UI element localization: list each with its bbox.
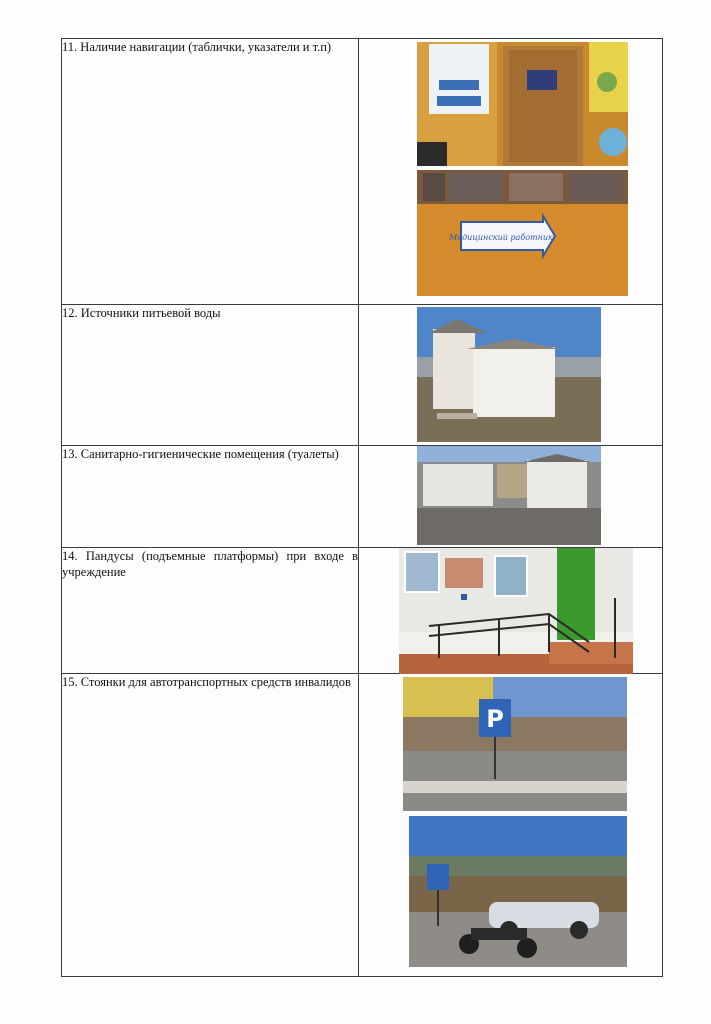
- accessibility-table: [61, 38, 663, 977]
- parking-sign-letter: P: [486, 705, 504, 733]
- photo-water-source: [417, 307, 601, 442]
- photo-cell: [359, 39, 663, 305]
- row-label: 12. Источники питьевой воды: [62, 305, 359, 446]
- row-label: 15. Стоянки для автотранспортных средств инвалидов: [62, 674, 359, 977]
- photo-cell: [359, 674, 663, 977]
- photo-toilets: [417, 446, 601, 545]
- photo-ramp: [399, 548, 633, 674]
- row-label: 13. Санитарно-гигиенические помещения (туалеты): [62, 446, 359, 548]
- row-label: 14. Пандусы (подъемные платформы) при входе в учреждение: [62, 548, 359, 674]
- photo-cell: [359, 446, 663, 548]
- photo-navigation-sign: [417, 170, 628, 296]
- table-row: [62, 39, 663, 305]
- navigation-sign-text: Медицинский работник: [449, 233, 553, 242]
- table-row: [62, 548, 663, 674]
- photo-navigation-door: [417, 42, 628, 166]
- row-label: 11. Наличие навигации (таблички, указатели и т.п): [62, 39, 359, 305]
- photo-parking-2: [409, 816, 627, 967]
- table-row: [62, 305, 663, 446]
- photo-parking-1: [403, 677, 627, 811]
- table-row: [62, 446, 663, 548]
- photo-cell: [359, 548, 663, 674]
- table-row: [62, 674, 663, 977]
- photo-cell: [359, 305, 663, 446]
